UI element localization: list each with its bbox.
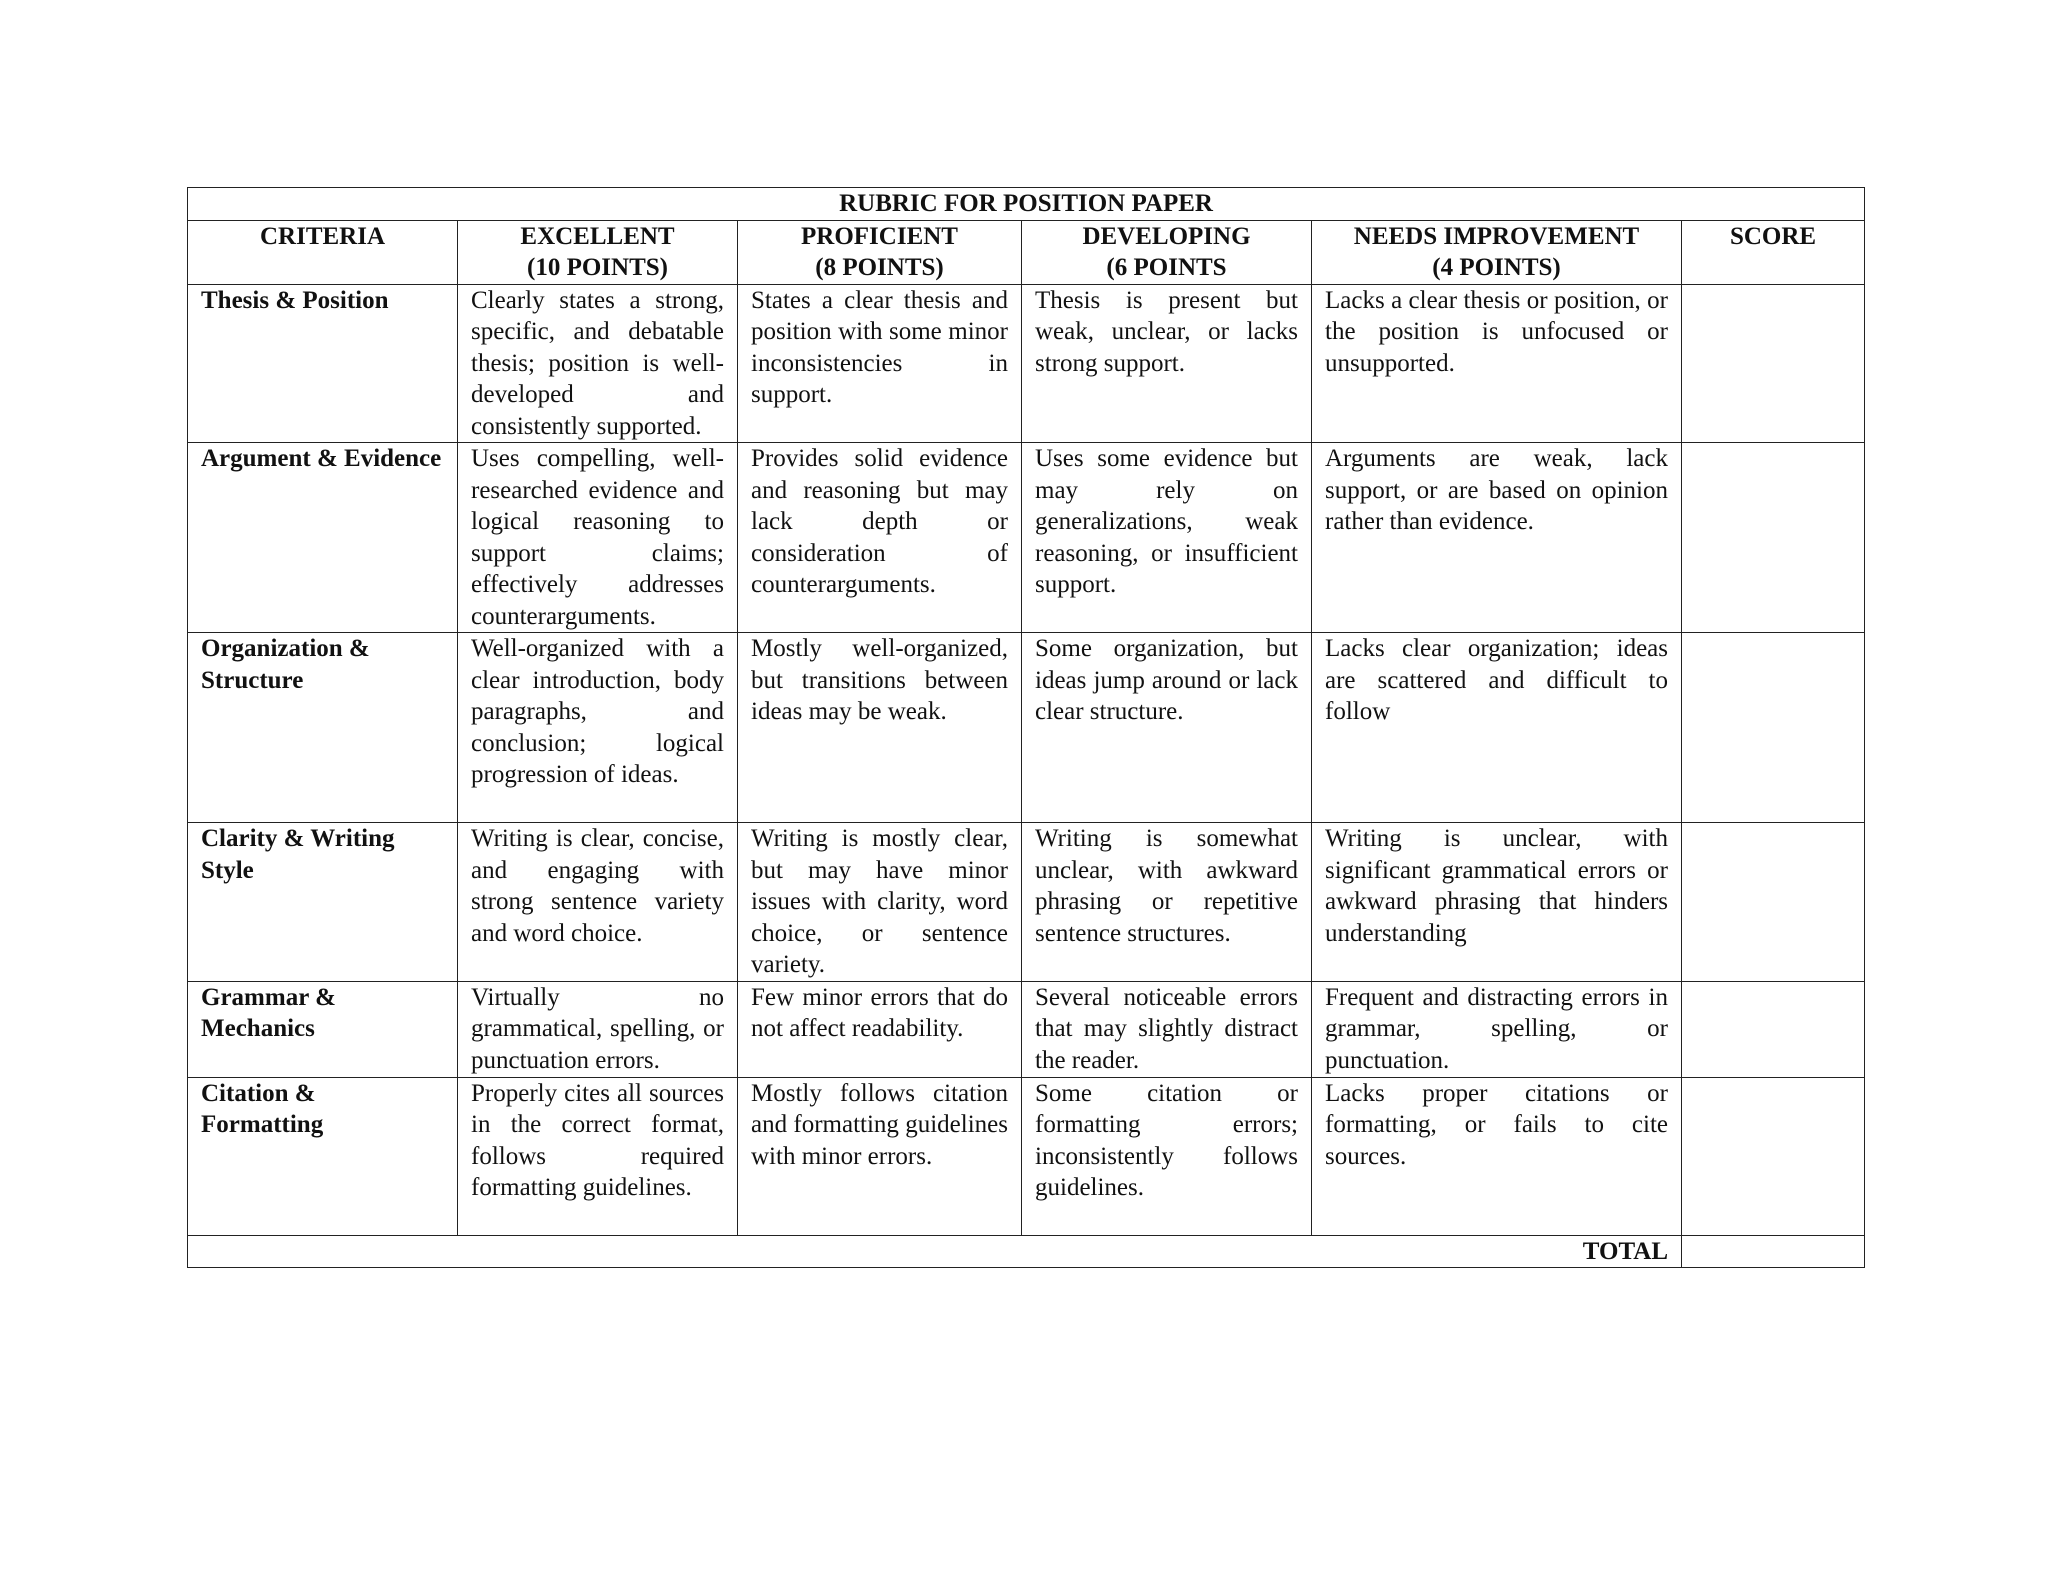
developing-cell: Writing is somewhat unclear, with awkward phrasing or repetitive sentence structures. — [1022, 823, 1312, 982]
developing-cell: Several noticeable errors that may slightly distract the reader. — [1022, 981, 1312, 1077]
criteria-cell: Citation & Formatting — [188, 1077, 458, 1235]
header-needs-improvement-points: (4 POINTS) — [1432, 254, 1561, 281]
header-excellent-points: (10 POINTS) — [527, 254, 668, 281]
score-cell[interactable] — [1682, 443, 1865, 633]
needs-improvement-cell: Lacks proper citations or formatting, or fails to cite sources. — [1312, 1077, 1682, 1235]
needs-improvement-cell: Lacks clear organization; ideas are scattered and difficult to follow — [1312, 633, 1682, 823]
score-cell[interactable] — [1682, 981, 1865, 1077]
proficient-cell: Mostly follows citation and formatting guidelines with minor errors. — [738, 1077, 1022, 1235]
table-row — [188, 284, 1865, 443]
developing-cell: Uses some evidence but may rely on generalizations, weak reasoning, or insufficient support. — [1022, 443, 1312, 633]
needs-improvement-cell: Lacks a clear thesis or position, or the position is unfocused or unsupported. — [1312, 284, 1682, 443]
title-row — [188, 188, 1865, 221]
excellent-cell: Properly cites all sources in the correct format, follows required formatting guidelines. — [458, 1077, 738, 1235]
header-developing-label: DEVELOPING — [1082, 222, 1251, 250]
needs-improvement-cell: Writing is unclear, with significant grammatical errors or awkward phrasing that hinders understanding — [1312, 823, 1682, 982]
rubric-title: RUBRIC FOR POSITION PAPER — [188, 188, 1865, 221]
table-row — [188, 633, 1865, 823]
total-score-cell[interactable] — [1682, 1235, 1865, 1268]
table-row — [188, 1077, 1865, 1235]
header-score-label: SCORE — [1729, 222, 1817, 250]
header-excellent — [458, 220, 738, 284]
score-cell[interactable] — [1682, 633, 1865, 823]
excellent-cell: Clearly states a strong, specific, and debatable thesis; position is well-developed and consistently supported. — [458, 284, 738, 443]
total-label: TOTAL — [188, 1235, 1682, 1268]
criteria-cell: Grammar & Mechanics — [188, 981, 458, 1077]
criteria-cell: Thesis & Position — [188, 284, 458, 443]
header-criteria — [188, 220, 458, 284]
criteria-cell: Argument & Evidence — [188, 443, 458, 633]
header-proficient — [738, 220, 1022, 284]
needs-improvement-cell: Arguments are weak, lack support, or are based on opinion rather than evidence. — [1312, 443, 1682, 633]
needs-improvement-cell: Frequent and distracting errors in grammar, spelling, or punctuation. — [1312, 981, 1682, 1077]
excellent-cell: Virtually no grammatical, spelling, or punctuation errors. — [458, 981, 738, 1077]
proficient-cell: Mostly well-organized, but transitions between ideas may be weak. — [738, 633, 1022, 823]
excellent-cell: Writing is clear, concise, and engaging with strong sentence variety and word choice. — [458, 823, 738, 982]
score-cell[interactable] — [1682, 1077, 1865, 1235]
header-proficient-label: PROFICIENT — [801, 222, 958, 250]
proficient-cell: States a clear thesis and position with some minor inconsistencies in support. — [738, 284, 1022, 443]
proficient-cell: Writing is mostly clear, but may have minor issues with clarity, word choice, or sentence variety. — [738, 823, 1022, 982]
header-developing-points: (6 POINTS — [1106, 254, 1227, 281]
header-developing — [1022, 220, 1312, 284]
excellent-cell: Uses compelling, well-researched evidence and logical reasoning to support claims; effectively addresses counterarguments. — [458, 443, 738, 633]
criteria-cell: Clarity & Writing Style — [188, 823, 458, 982]
table-row — [188, 443, 1865, 633]
header-row — [188, 220, 1865, 284]
header-needs-improvement-label: NEEDS IMPROVEMENT — [1353, 222, 1640, 250]
header-proficient-points: (8 POINTS) — [815, 254, 944, 281]
table-row — [188, 981, 1865, 1077]
score-cell[interactable] — [1682, 284, 1865, 443]
developing-cell: Thesis is present but weak, unclear, or lacks strong support. — [1022, 284, 1312, 443]
table-row — [188, 823, 1865, 982]
criteria-cell: Organization & Structure — [188, 633, 458, 823]
header-needs-improvement — [1312, 220, 1682, 284]
developing-cell: Some citation or formatting errors; inconsistently follows guidelines. — [1022, 1077, 1312, 1235]
total-row — [188, 1235, 1865, 1268]
proficient-cell: Provides solid evidence and reasoning but may lack depth or consideration of counterarguments. — [738, 443, 1022, 633]
excellent-cell: Well-organized with a clear introduction, body paragraphs, and conclusion; logical progression of ideas. — [458, 633, 738, 823]
developing-cell: Some organization, but ideas jump around or lack clear structure. — [1022, 633, 1312, 823]
rubric-table — [187, 187, 1865, 1268]
header-excellent-label: EXCELLENT — [520, 222, 675, 250]
header-criteria-label: CRITERIA — [259, 222, 386, 250]
score-cell[interactable] — [1682, 823, 1865, 982]
proficient-cell: Few minor errors that do not affect readability. — [738, 981, 1022, 1077]
header-score — [1682, 220, 1865, 284]
